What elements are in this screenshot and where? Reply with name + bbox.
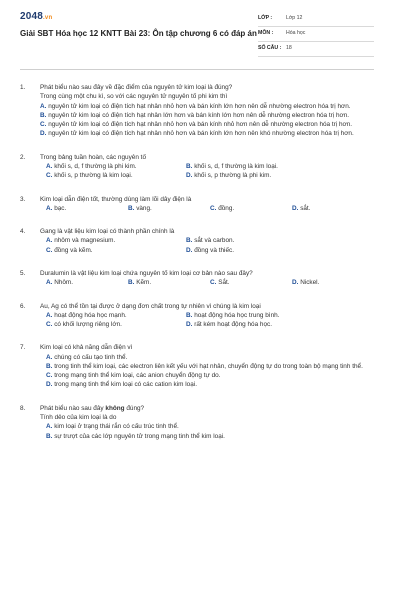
answer-text: bạc. (54, 204, 67, 212)
question-6 (20, 302, 374, 330)
answer-a[interactable] (40, 102, 374, 111)
question-body (40, 302, 374, 330)
question-text: Au, Ag có thể tồn tại được ở dạng đơn chất trong tự nhiên vì chúng là kim loại (40, 302, 261, 310)
question-text: Gang là vật liệu kim loại có thành phần chính là (40, 228, 175, 236)
answer-letter: B. (46, 362, 53, 370)
question-text-end: đúng? (124, 404, 145, 412)
question-3 (20, 195, 374, 214)
answer-text: sự trượt của các lớp nguyên tử trong mạng tinh thể kim loại. (54, 432, 225, 440)
question-body (40, 153, 374, 181)
answer-d[interactable] (292, 278, 374, 287)
site-logo[interactable] (20, 10, 258, 25)
question-body (40, 83, 374, 139)
answer-b[interactable] (186, 311, 374, 320)
answer-text: nguyên tử kim loại có điện tích hạt nhân nhỏ hơn và bán kính nhỏ hơn nên dễ nhường electron hóa trị hơn. (48, 121, 353, 129)
answer-text: Nhôm. (54, 279, 74, 287)
answer-c[interactable] (46, 246, 186, 255)
question-text-start: Phát biểu nào sau đây (40, 404, 106, 412)
answer-text: Kẽm. (136, 279, 152, 287)
header-left (20, 10, 258, 39)
answer-list (40, 422, 374, 441)
question-body (40, 269, 374, 288)
answer-letter: D. (292, 279, 299, 287)
answer-text: đồng và thiếc. (194, 246, 234, 254)
answer-grid (40, 204, 374, 213)
question-number: 8. (20, 404, 26, 412)
answer-c[interactable] (40, 120, 374, 129)
question-text: Phát biểu nào sau đây về đặc điểm của nguyên tử kim loại là đúng? (40, 84, 233, 91)
answer-c[interactable] (46, 171, 186, 180)
answer-letter: B. (40, 111, 47, 119)
question-5 (20, 269, 374, 288)
lop-value: Lớp 12 (286, 15, 303, 22)
answer-letter: A. (40, 102, 47, 110)
question-body (40, 227, 374, 255)
answer-letter: A. (46, 204, 53, 212)
question-1 (20, 83, 374, 139)
lop-label: LỚP : (258, 15, 273, 22)
header (20, 10, 374, 57)
answer-text: Sắt. (218, 279, 230, 287)
answer-letter: B. (186, 311, 193, 319)
answer-grid (40, 162, 374, 181)
answer-text: nhôm và magnesium. (54, 237, 116, 245)
answer-letter: B. (186, 237, 193, 245)
answer-letter: C. (46, 321, 53, 329)
question-number: 3. (20, 195, 26, 203)
answer-text: sắt. (300, 204, 311, 212)
answer-letter: D. (186, 172, 193, 180)
answer-letter: D. (292, 204, 299, 212)
answer-text: nguyên tử kim loại có điện tích hạt nhân nhỏ hơn và bán kính lớn hơn nên dễ nhường electron hóa trị hơn. (48, 102, 351, 110)
answer-letter: A. (46, 353, 53, 361)
answer-d[interactable] (186, 246, 374, 255)
answer-a[interactable] (46, 278, 128, 287)
answer-a[interactable] (46, 353, 374, 362)
answer-c[interactable] (46, 320, 186, 329)
answer-letter: D. (40, 130, 47, 138)
question-body (40, 195, 374, 214)
answer-text: trong mạng tinh thể kim loại, các anion chuyển động tự do. (54, 372, 221, 380)
question-text: Kim loại dẫn điện tốt, thường dùng làm lõi dây điện là (40, 195, 192, 203)
answer-text: rất kém hoạt động hóa học. (194, 321, 272, 329)
header-divider (20, 69, 374, 70)
answer-text: khối s, p thường là kim loại. (54, 172, 133, 180)
answer-b[interactable] (186, 162, 374, 171)
answer-letter: A. (46, 423, 53, 431)
answer-letter: B. (128, 279, 135, 287)
question-number: 5. (20, 269, 26, 277)
question-2 (20, 153, 374, 181)
answer-a[interactable] (46, 311, 186, 320)
answer-letter: C. (40, 121, 47, 129)
info-row-mon (258, 27, 374, 42)
answer-c[interactable] (210, 204, 292, 213)
answer-text: hoạt động hóa học trung bình. (194, 311, 280, 319)
logo-text: 2048 (20, 11, 44, 22)
question-number: 1. (20, 84, 26, 91)
mon-value: Hóa học (286, 30, 306, 37)
answer-text: khối s, d, f thường là kim loại. (194, 162, 278, 170)
answer-grid (40, 236, 374, 255)
answer-a[interactable] (46, 422, 374, 431)
answer-letter: A. (46, 162, 53, 170)
info-row-socau (258, 42, 374, 57)
answer-letter: C. (210, 204, 217, 212)
answer-text: đồng và kẽm. (54, 246, 93, 254)
answer-text: trong tinh thể kim loại, các electron liên kết yếu với hạt nhân, chuyển động tự do trong toàn bộ mạng tinh thể. (54, 362, 363, 370)
mon-label: MÔN : (258, 30, 274, 37)
answer-d[interactable] (186, 320, 374, 329)
answer-d[interactable] (292, 204, 374, 213)
answer-c[interactable] (46, 371, 374, 380)
answer-list (40, 353, 374, 390)
question-body (40, 343, 374, 389)
answer-b[interactable] (128, 204, 210, 213)
answer-a[interactable] (46, 204, 128, 213)
answer-c[interactable] (210, 278, 292, 287)
question-8 (20, 404, 374, 441)
question-7 (20, 343, 374, 389)
answer-text: sắt và carbon. (194, 237, 235, 245)
answer-text: trong mạng tinh thể kim loại có các cation kim loại. (54, 381, 197, 389)
answer-letter: B. (46, 432, 53, 440)
answer-b[interactable] (186, 236, 374, 245)
info-row-lop (258, 12, 374, 27)
answer-b[interactable] (46, 362, 374, 371)
answer-letter: A. (46, 279, 53, 287)
answer-letter: C. (46, 246, 53, 254)
question-text (40, 404, 374, 413)
answer-text: đồng. (218, 204, 235, 212)
question-number: 6. (20, 302, 26, 310)
answer-b[interactable] (40, 111, 374, 120)
answer-letter: B. (128, 204, 135, 212)
answer-text: nguyên tử kim loại có điện tích hạt nhân lớn hơn và bán kính lớn hơn nên dễ nhường electron hóa trị hơn. (48, 111, 350, 119)
question-text: Trong bảng tuần hoàn, các nguyên tố (40, 153, 146, 161)
question-number: 4. (20, 228, 26, 236)
answer-b[interactable] (46, 432, 374, 441)
answer-a[interactable] (46, 236, 186, 245)
socau-value: 18 (286, 45, 292, 52)
question-subtext: Trong cùng một chu kì, so với các nguyên tử nguyên tố phi kim thì (40, 93, 228, 101)
answer-letter: D. (186, 246, 193, 254)
logo-suffix: .vn (43, 15, 53, 21)
answer-d[interactable] (40, 129, 374, 138)
answer-letter: D. (186, 321, 193, 329)
question-text: Duralumin là vật liệu kim loại chứa nguyên tố kim loại cơ bản nào sau đây? (40, 269, 253, 277)
question-list (20, 83, 374, 441)
question-number: 2. (20, 153, 26, 161)
question-text-emphasis: không (105, 404, 125, 412)
question-4 (20, 227, 374, 255)
answer-text: chúng có cấu tạo tinh thể. (54, 353, 128, 361)
question-number: 7. (20, 344, 26, 352)
answer-text: vàng. (136, 204, 152, 212)
answer-d[interactable] (46, 380, 374, 389)
answer-letter: B. (186, 162, 193, 170)
question-subtext: Tính dẻo của kim loại là do (40, 414, 117, 422)
answer-b[interactable] (128, 278, 210, 287)
answer-text: nguyên tử kim loại có điện tích hạt nhân nhỏ hơn và bán kính lớn hơn nên khó nhường electron hóa trị hơn. (48, 130, 354, 138)
info-panel (258, 12, 374, 57)
answer-grid (40, 278, 374, 287)
document-title: Giải SBT Hóa học 12 KNTT Bài 23: Ôn tập chương 6 có đáp án (20, 28, 257, 38)
answer-grid (40, 311, 374, 330)
answer-text: Nickel. (300, 279, 320, 287)
answer-text: có khối lượng riêng lớn. (54, 321, 122, 329)
answer-letter: C. (46, 372, 53, 380)
answer-text: kim loại ở trạng thái rắn có cấu trúc tinh thể. (54, 423, 179, 431)
answer-text: khối s, d, f thường là phi kim. (54, 162, 137, 170)
answer-letter: C. (46, 172, 53, 180)
answer-d[interactable] (186, 171, 374, 180)
answer-letter: C. (210, 279, 217, 287)
answer-letter: A. (46, 237, 53, 245)
question-body (40, 404, 374, 441)
socau-label: SỐ CÂU : (258, 45, 282, 52)
answer-text: hoạt động hóa học mạnh. (54, 311, 127, 319)
answer-a[interactable] (46, 162, 186, 171)
answer-text: khối s, p thường là phi kim. (194, 172, 272, 180)
question-text: Kim loại có khả năng dẫn điện vì (40, 344, 133, 352)
answer-letter: D. (46, 381, 53, 389)
answer-letter: A. (46, 311, 53, 319)
